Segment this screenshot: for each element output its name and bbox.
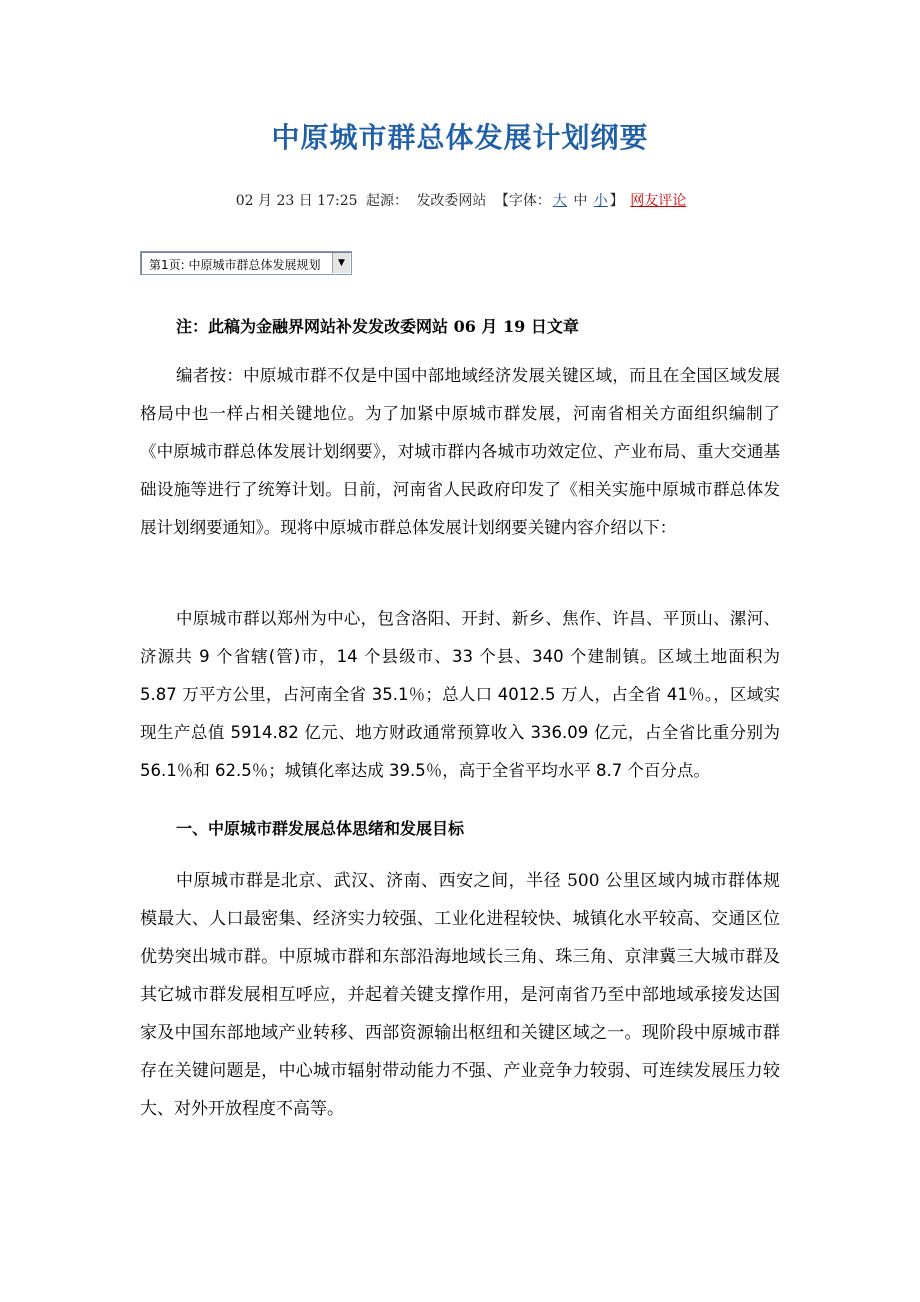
section-body-paragraph: 中原城市群是北京、武汉、济南、西安之间，半径 500 公里区域内城市群体规模最大、人口最密集、经济实力较强、工业化进程较快、城镇化水平较高、交通区位优势突出城市群。中原城市群和东部沿海地域长三角、珠三角、京津冀三大城市群及其它城市群发展相互呼应，并起着关键支撑作用，是河南省乃至中部地域承接发达国家及中国东部地域产业转移、西部资源输出枢纽和关键区域之一。现阶段中原城市群存在关键问题是，中心城市辐射带动能力不强、产业竞争力较弱、可连续发展压力较大、对外开放程度不高等。 [140,871,780,1119]
comments-link[interactable]: 网友评论 [630,193,687,209]
source-label: 起源： [365,193,408,209]
font-large-link[interactable]: 大 [552,193,567,209]
article-meta [0,190,920,210]
page-select[interactable] [140,251,352,275]
page-select-value: 第1页: 中原城市群总体发展规划 [149,258,321,272]
font-size-close: 】 [609,193,624,209]
font-size-label: 【字体： [494,193,551,209]
section-heading: 一、中原城市群发展总体思绪和发展目标 [176,819,465,838]
dropdown-arrow-icon[interactable]: ▼ [332,253,350,273]
article-note: 注：此稿为金融界网站补发发改委网站 06 月 19 日文章 [176,317,579,336]
publish-date: 02 月 23 日 17:25 [235,193,358,209]
intro-paragraph: 中原城市群以郑州为中心，包含洛阳、开封、新乡、焦作、许昌、平顶山、漯河、济源共 9 个省辖(管)市，14 个县级市、33 个县、340 个建制镇。区域土地面积为 5.87 万平方公里，占河南全省 35.1％；总人口 4012.5 万人，占全省 41％。，区域实现生产总值 5914.82 亿元、地方财政通常预算收入 336.09 亿元，占全省比重分别为 56.1％和 62.5％；城镇化率达成 39.5％，高于全省平均水平 8.7 个百分点。 [140,609,780,780]
article-title: 中原城市群总体发展计划纲要 [271,121,649,154]
source-name: 发改委网站 [416,193,487,209]
font-medium-option[interactable]: 中 [573,193,588,209]
editor-note-paragraph: 编者按：中原城市群不仅是中国中部地域经济发展关键区域，而且在全国区域发展格局中也一样占相关键地位。为了加紧中原城市群发展，河南省相关方面组织编制了《中原城市群总体发展计划纲要》，对城市群内各城市功效定位、产业布局、重大交通基础设施等进行了统筹计划。日前，河南省人民政府印发了《相关实施中原城市群总体发展计划纲要通知》。现将中原城市群总体发展计划纲要关键内容介绍以下： [140,366,780,537]
font-small-link[interactable]: 小 [593,193,608,209]
